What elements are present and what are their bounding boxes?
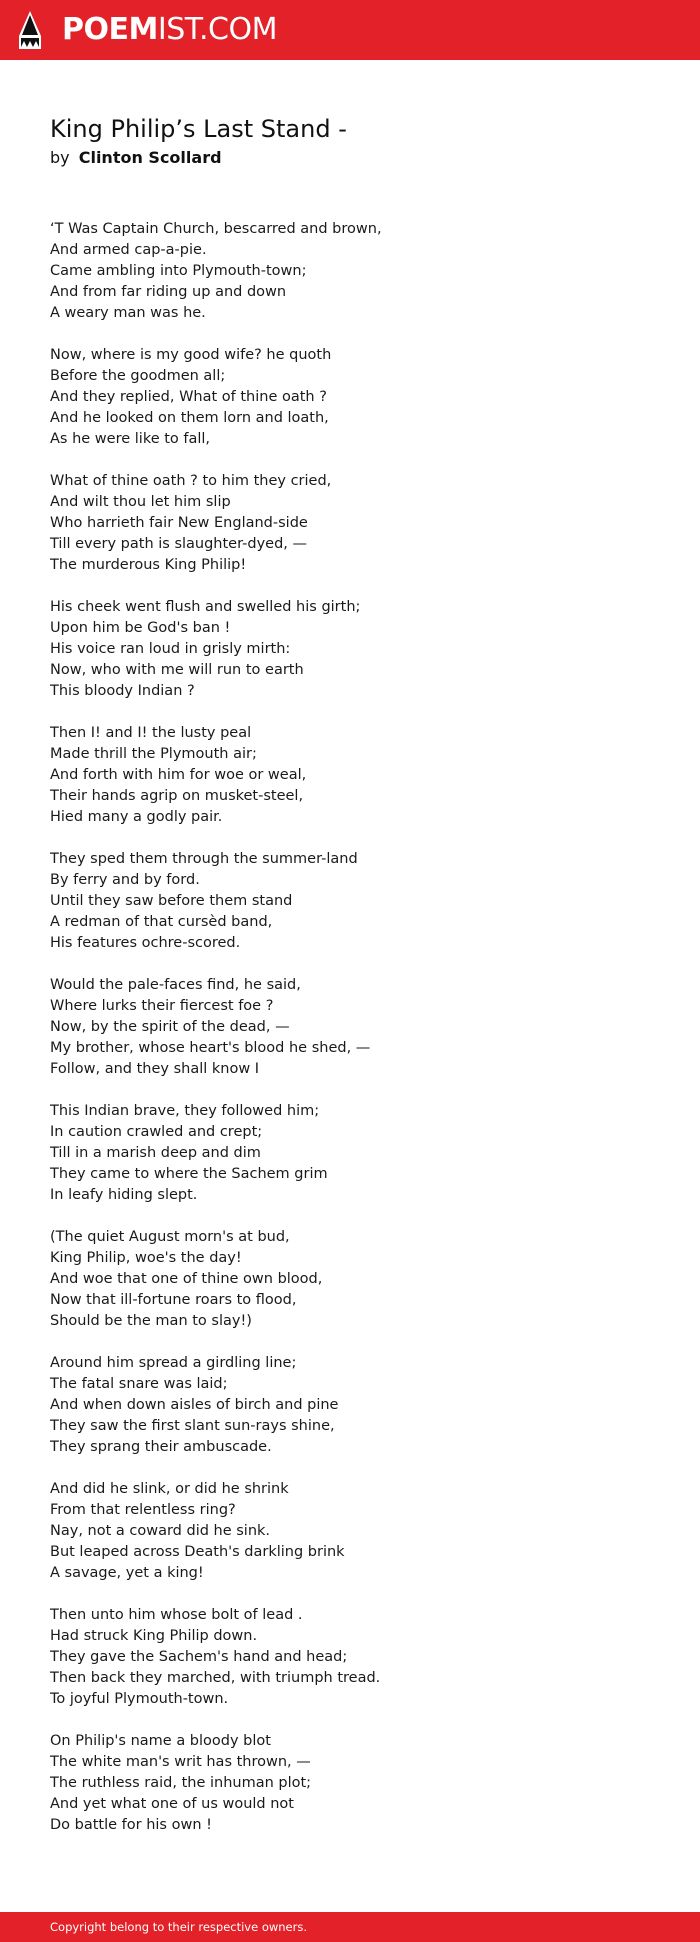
- poem-line: Where lurks their fiercest foe ?: [50, 998, 274, 1014]
- poem-stanza: [50, 345, 650, 450]
- poem-stanza: [50, 471, 650, 576]
- poem-byline: [50, 146, 222, 170]
- poem-line: A weary man was he.: [50, 305, 206, 321]
- poem-line: A savage, yet a king!: [50, 1565, 204, 1581]
- poem-stanza: [50, 1101, 650, 1206]
- poem-line: Made thrill the Plymouth air;: [50, 746, 257, 762]
- poem-line: The white man's writ has thrown, —: [50, 1754, 311, 1770]
- poem-line: In caution crawled and crept;: [50, 1124, 263, 1140]
- poem-stanza: [50, 1227, 650, 1332]
- poem-line: Came ambling into Plymouth-town;: [50, 263, 307, 279]
- poem-line: This bloody Indian ?: [50, 683, 195, 699]
- poem-line: And they replied, What of thine oath ?: [50, 389, 327, 405]
- poem-line: And when down aisles of birch and pine: [50, 1397, 339, 1413]
- poem-line: And did he slink, or did he shrink: [50, 1481, 289, 1497]
- poem-line: His features ochre-scored.: [50, 935, 241, 951]
- poem-line: And wilt thou let him slip: [50, 494, 231, 510]
- poem-line: In leafy hiding slept.: [50, 1187, 198, 1203]
- poem-line: Who harrieth fair New England-side: [50, 515, 308, 531]
- poem-line: Until they saw before them stand: [50, 893, 293, 909]
- poem-line: The ruthless raid, the inhuman plot;: [50, 1775, 312, 1791]
- poem-line: What of thine oath ? to him they cried,: [50, 473, 332, 489]
- poem-stanza: [50, 1731, 650, 1836]
- site-brand: [62, 10, 277, 50]
- poem-stanza: [50, 975, 650, 1080]
- poem-line: And woe that one of thine own blood,: [50, 1271, 323, 1287]
- poem-line: From that relentless ring?: [50, 1502, 236, 1518]
- poem-stanza: [50, 597, 650, 702]
- poem-line: Their hands agrip on musket-steel,: [50, 788, 304, 804]
- poem-line: And he looked on them lorn and loath,: [50, 410, 329, 426]
- poem-line: As he were like to fall,: [50, 431, 211, 447]
- poem-line: On Philip's name a bloody blot: [50, 1733, 271, 1749]
- poem-line: They sped them through the summer-land: [50, 851, 358, 867]
- copyright-text: Copyright belong to their respective owners.: [50, 1920, 308, 1934]
- poem-line: Before the goodmen all;: [50, 368, 226, 384]
- poem-line: And yet what one of us would not: [50, 1796, 294, 1812]
- poem-line: To joyful Plymouth-town.: [50, 1691, 229, 1707]
- poem-line: The murderous King Philip!: [50, 557, 247, 573]
- by-label: by: [50, 148, 70, 167]
- brand-bold: POEM: [62, 12, 158, 47]
- poem-body: [50, 219, 650, 1857]
- poem-line: They sprang their ambuscade.: [50, 1439, 272, 1455]
- poem-line: Upon him be God's ban !: [50, 620, 231, 636]
- brand-light: IST.COM: [157, 12, 277, 47]
- poem-line: Then back they marched, with triumph tread.: [50, 1670, 381, 1686]
- poem-line: Now, by the spirit of the dead, —: [50, 1019, 290, 1035]
- poem-line: Follow, and they shall know I: [50, 1061, 260, 1077]
- poem-line: Then unto him whose bolt of lead .: [50, 1607, 303, 1623]
- poem-stanza: [50, 219, 650, 324]
- poem-line: Hied many a godly pair.: [50, 809, 223, 825]
- poem-line: Should be the man to slay!): [50, 1313, 252, 1329]
- poem-stanza: [50, 723, 650, 828]
- poem-line: ‘T Was Captain Church, bescarred and brown,: [50, 221, 382, 237]
- poem-line: They came to where the Sachem grim: [50, 1166, 328, 1182]
- poem-line: Nay, not a coward did he sink.: [50, 1523, 271, 1539]
- poem-line: Had struck King Philip down.: [50, 1628, 258, 1644]
- poem-line: By ferry and by ford.: [50, 872, 200, 888]
- site-header: [0, 0, 700, 60]
- poem-line: And armed cap-a-pie.: [50, 242, 207, 258]
- poem-stanza: [50, 1479, 650, 1584]
- poem-line: His voice ran loud in grisly mirth:: [50, 641, 291, 657]
- poem-title: King Philip’s Last Stand -: [50, 115, 347, 143]
- author-name: Clinton Scollard: [78, 148, 222, 167]
- poem-line: And forth with him for woe or weal,: [50, 767, 307, 783]
- poem-stanza: [50, 1353, 650, 1458]
- site-logo-link[interactable]: [18, 10, 277, 50]
- poem-line: The fatal snare was laid;: [50, 1376, 228, 1392]
- poem-stanza: [50, 849, 650, 954]
- poem-stanza: [50, 1605, 650, 1710]
- poem-line: Now, where is my good wife? he quoth: [50, 347, 332, 363]
- poem-line: But leaped across Death's darkling brink: [50, 1544, 345, 1560]
- poem-line: And from far riding up and down: [50, 284, 287, 300]
- poem-line: Till every path is slaughter-dyed, —: [50, 536, 307, 552]
- site-footer: [0, 1912, 700, 1942]
- poem-line: (The quiet August morn's at bud,: [50, 1229, 290, 1245]
- poem-line: Do battle for his own !: [50, 1817, 212, 1833]
- poem-line: A redman of that cursèd band,: [50, 914, 273, 930]
- poem-line: Till in a marish deep and dim: [50, 1145, 261, 1161]
- poem-line: Now that ill-fortune roars to flood,: [50, 1292, 297, 1308]
- poem-line: King Philip, woe's the day!: [50, 1250, 242, 1266]
- poem-line: They saw the first slant sun-rays shine,: [50, 1418, 335, 1434]
- poem-line: This Indian brave, they followed him;: [50, 1103, 320, 1119]
- poem-line: My brother, whose heart's blood he shed, —: [50, 1040, 371, 1056]
- poem-line: Around him spread a girdling line;: [50, 1355, 297, 1371]
- poem-line: Then I! and I! the lusty peal: [50, 725, 252, 741]
- poem-line: Would the pale-faces find, he said,: [50, 977, 301, 993]
- poem-line: Now, who with me will run to earth: [50, 662, 304, 678]
- poem-line: They gave the Sachem's hand and head;: [50, 1649, 348, 1665]
- pencil-nib-icon: [18, 10, 42, 50]
- poem-line: His cheek went flush and swelled his girth;: [50, 599, 361, 615]
